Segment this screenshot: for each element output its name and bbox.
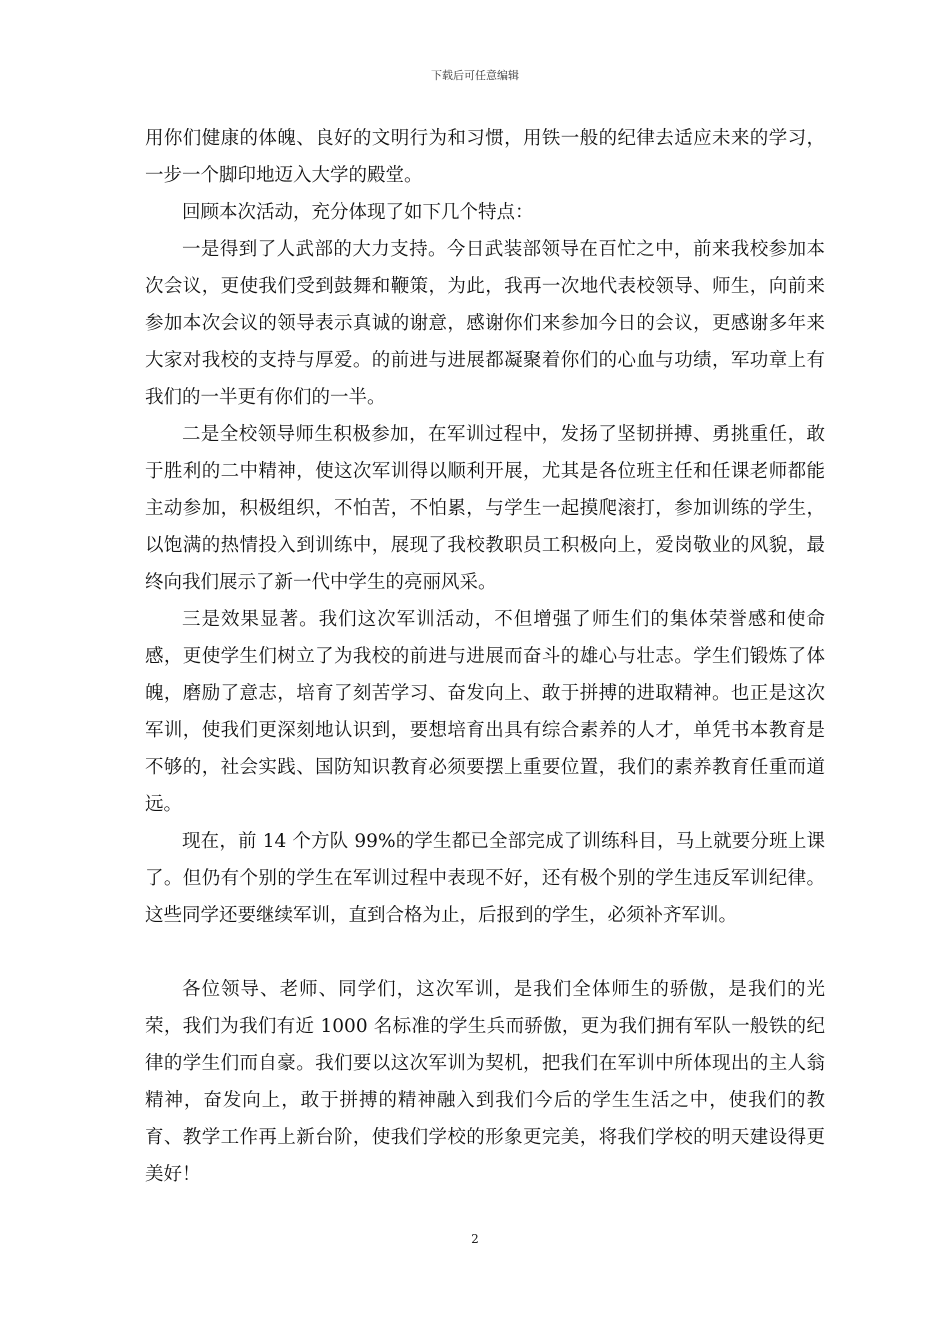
- paragraph-point-three: 三是效果显著。我们这次军训活动，不但增强了师生们的集体荣誉感和使命感，更使学生们树立了为我校的前进与进展而奋斗的雄心与壮志。学生们锻炼了体魄，磨励了意志，培育了刻苦学习、奋发向上、敢于拼搏的进取精神。也正是这次军训，使我们更深刻地认识到，要想培育出具有综合素养的人才，单凭书本教育是不够的，社会实践、国防知识教育必须要摆上重要位置，我们的素养教育任重而道远。: [145, 609, 825, 815]
- paragraph-review-intro: 回顾本次活动，充分体现了如下几个特点：: [182, 202, 534, 223]
- paragraph-point-two: 二是全校领导师生积极参加，在军训过程中，发扬了坚韧拼搏、勇挑重任，敢于胜利的二中精神，使这次军训得以顺利开展，尤其是各位班主任和任课老师都能主动参加，积极组织，不怕苦，不怕累，与学生一起摸爬滚打，参加训练的学生，以饱满的热情投入到训练中，展现了我校教职员工积极向上，爱岗敬业的风貌，最终向我们展示了新一代中学生的亮丽风采。: [145, 424, 825, 593]
- paragraph-current-status: 现在，前 14 个方队 99%的学生都已全部完成了训练科目，马上就要分班上课了。但仍有个别的学生在军训过程中表现不好，还有极个别的学生违反军训纪律。这些同学还要继续军训，直到合格为止，后报到的学生，必须补齐军训。: [145, 831, 825, 926]
- header-note: 下载后可任意编辑: [431, 69, 519, 82]
- page-number: 2: [471, 1232, 479, 1246]
- paragraph-spacer: [145, 934, 825, 971]
- paragraph-point-one: 一是得到了人武部的大力支持。今日武装部领导在百忙之中，前来我校参加本次会议，更使我们受到鼓舞和鞭策，为此，我再一次地代表校领导、师生，向前来参加本次会议的领导表示真诚的谢意，感谢你们来参加今日的会议，更感谢多年来大家对我校的支持与厚爱。的前进与进展都凝聚着你们的心血与功绩，军功章上有我们的一半更有你们的一半。: [145, 239, 825, 408]
- document-body: [145, 120, 825, 1193]
- paragraph-closing: 各位领导、老师、同学们，这次军训，是我们全体师生的骄傲，是我们的光荣，我们为我们有近 1000 名标准的学生兵而骄傲，更为我们拥有军队一般铁的纪律的学生们而自豪。我们要以这次军训为契机，把我们在军训中所体现出的主人翁精神，奋发向上，敢于拼搏的精神融入到我们今后的学生生活之中，使我们的教育、教学工作再上新台阶，使我们学校的形象更完美，将我们学校的明天建设得更美好！: [145, 979, 825, 1185]
- paragraph-continuation: 用你们健康的体魄、良好的文明行为和习惯，用铁一般的纪律去适应未来的学习，一步一个脚印地迈入大学的殿堂。: [145, 128, 825, 186]
